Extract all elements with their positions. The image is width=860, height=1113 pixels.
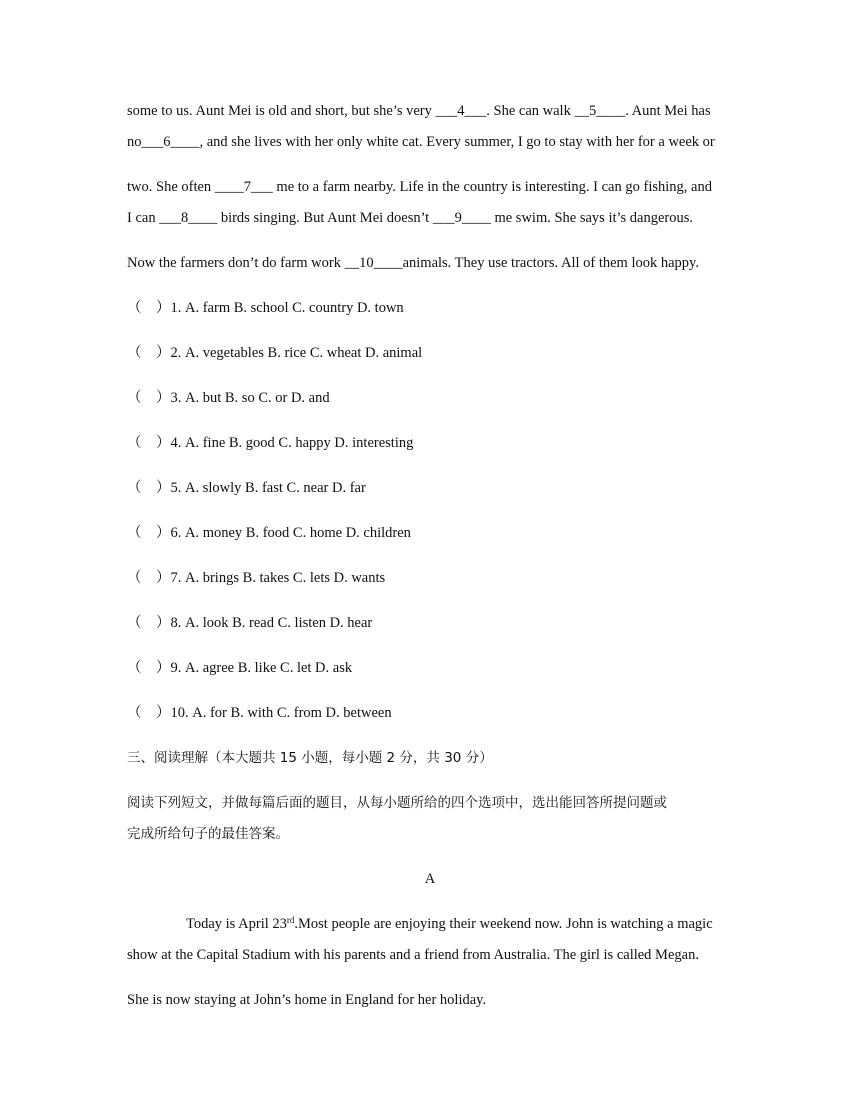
question-10: （ ）10. A. for B. with C. from D. between: [127, 705, 392, 721]
passage-a-label: A: [424, 871, 436, 887]
section-3-instruction-line-2: 完成所给句子的最佳答案。: [127, 826, 289, 842]
question-9: （ ）9. A. agree B. like C. let D. ask: [127, 660, 353, 676]
passage-a-line-1-start: Today is April 23: [186, 916, 287, 932]
question-6: （ ）6. A. money B. food C. home D. children: [127, 525, 411, 541]
passage-line-5: Now the farmers don’t do farm work __10____animals. They use tractors. All of them look happy.: [127, 255, 699, 271]
ordinal-suffix: rd: [286, 915, 295, 925]
passage-line-1: some to us. Aunt Mei is old and short, but she’s very ___4___. She can walk __5____. Aunt Mei has: [127, 103, 711, 119]
question-8: （ ）8. A. look B. read C. listen D. hear: [127, 615, 373, 631]
question-7: （ ）7. A. brings B. takes C. lets D. wants: [127, 570, 386, 586]
passage-line-2: no___6____, and she lives with her only white cat. Every summer, I go to stay with her for a week or: [127, 134, 715, 150]
passage-line-4: I can ___8____ birds singing. But Aunt Mei doesn’t ___9____ me swim. She says it’s dangerous.: [127, 210, 694, 226]
passage-line-3: two. She often ____7___ me to a farm nearby. Life in the country is interesting. I can go fishing, and: [127, 179, 712, 195]
question-1: （ ）1. A. farm B. school C. country D. town: [127, 300, 404, 316]
passage-a-line-1-end: .Most people are enjoying their weekend now. John is watching a magic: [294, 916, 713, 932]
question-2: （ ）2. A. vegetables B. rice C. wheat D. animal: [127, 345, 423, 361]
section-3-instruction-line-1: 阅读下列短文，并做每篇后面的题目，从每小题所给的四个选项中，选出能回答所提问题或: [127, 795, 667, 811]
passage-a-line-2: show at the Capital Stadium with his parents and a friend from Australia. The girl is called Megan.: [127, 947, 699, 963]
question-4: （ ）4. A. fine B. good C. happy D. interesting: [127, 435, 414, 451]
passage-a-line-1: [186, 915, 713, 933]
section-3-heading: 三、阅读理解（本大题共 15 小题，每小题 2 分，共 30 分）: [127, 750, 493, 766]
passage-a-line-3: She is now staying at John’s home in England for her holiday.: [127, 992, 487, 1008]
question-3: （ ）3. A. but B. so C. or D. and: [127, 390, 330, 406]
question-5: （ ）5. A. slowly B. fast C. near D. far: [127, 480, 366, 496]
